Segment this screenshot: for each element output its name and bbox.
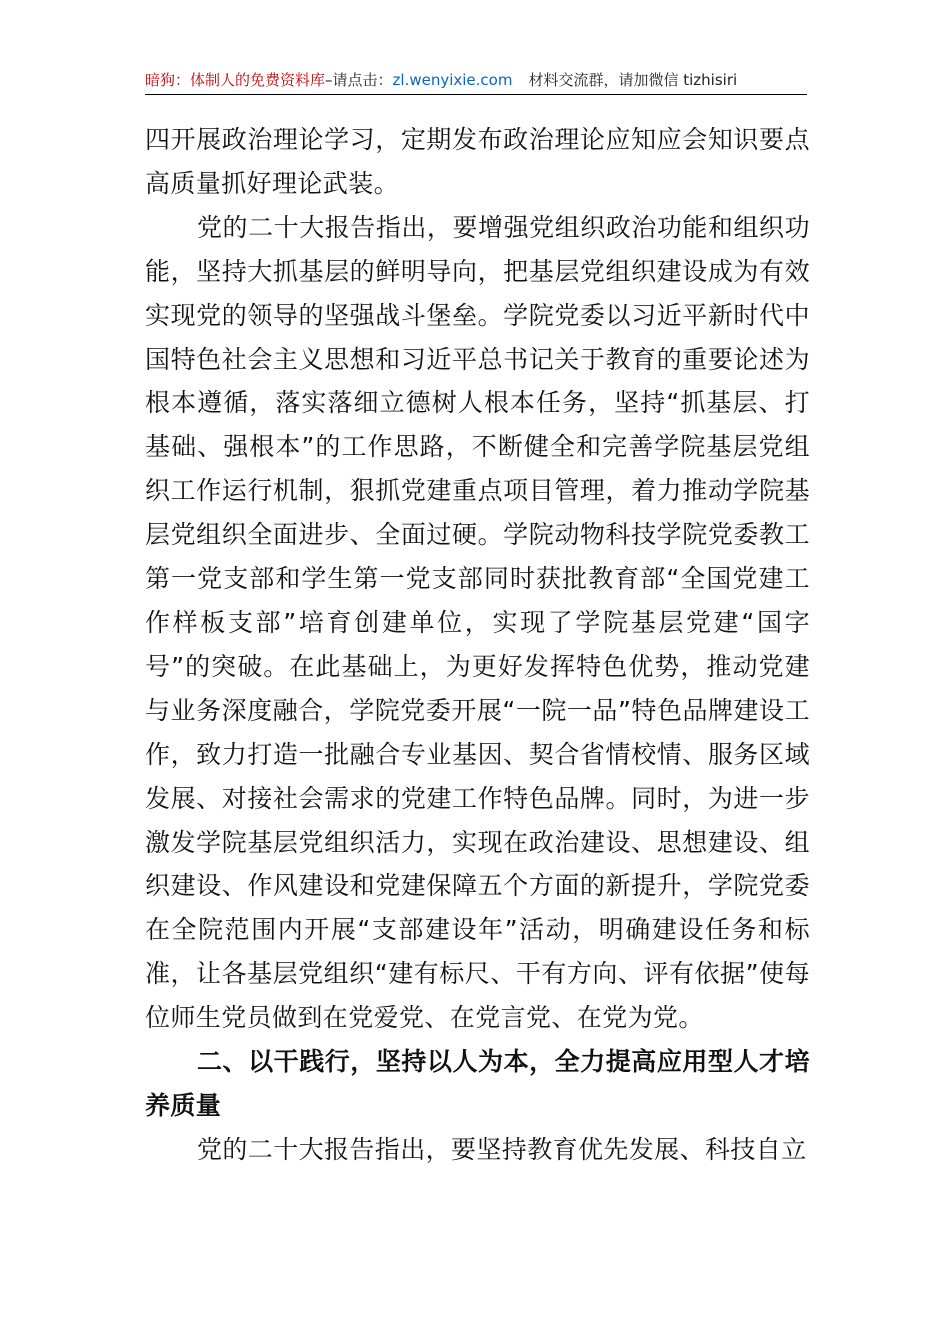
click-prompt: –请点击： <box>325 71 393 89</box>
page-header <box>145 66 807 95</box>
promo-text: 暗狗：体制人的免费资料库 <box>145 71 326 89</box>
group-contact-text: 材料交流群，请加微信 tizhisiri <box>528 71 738 89</box>
document-body <box>145 118 810 1172</box>
paragraph-education: 党的二十大报告指出，要坚持教育优先发展、科技自立 <box>197 1134 807 1164</box>
paragraph-party-building: 党的二十大报告指出，要增强党组织政治功能和组织功能，坚持大抓基层的鲜明导向，把基层党组织建设成为有效实现党的领导的坚强战斗堡垒。学院党委以习近平新时代中国特色社会主义思想和习近平总书记关于教育的重要论述为根本遵循，落实落细立德树人根本任务，坚持“抓基层、打基础、强根本”的工作思路，不断健全和完善学院基层党组织工作运行机制，狠抓党建重点项目管理，着力推动学院基层党组织全面进步、全面过硬。学院动物科技学院党委教工第一党支部和学生第一党支部同时获批教育部“全国党建工作样板支部”培育创建单位，实现了学院基层党建“国字号”的突破。在此基础上，为更好发挥特色优势，推动党建与业务深度融合，学院党委开展“一院一品”特色品牌建设工作，致力打造一批融合专业基因、契合省情校情、服务区域发展、对接社会需求的党建工作特色品牌。同时，为进一步激发学院基层党组织活力，实现在政治建设、思想建设、组织建设、作风建设和党建保障五个方面的新提升，学院党委在全院范围内开展“支部建设年”活动，明确建设任务和标准，让各基层党组织“建有标尺、干有方向、评有依据”使每位师生党员做到在党爱党、在党言党、在党为党。 <box>145 212 810 1033</box>
section-heading-2: 二、以干践行，坚持以人为本，全力提高应用型人才培养质量 <box>145 1047 810 1120</box>
paragraph-continuation: 四开展政治理论学习，定期发布政治理论应知应会知识要点高质量抓好理论武装。 <box>145 125 810 198</box>
site-link[interactable]: zl.wenyixie.com <box>392 71 513 89</box>
